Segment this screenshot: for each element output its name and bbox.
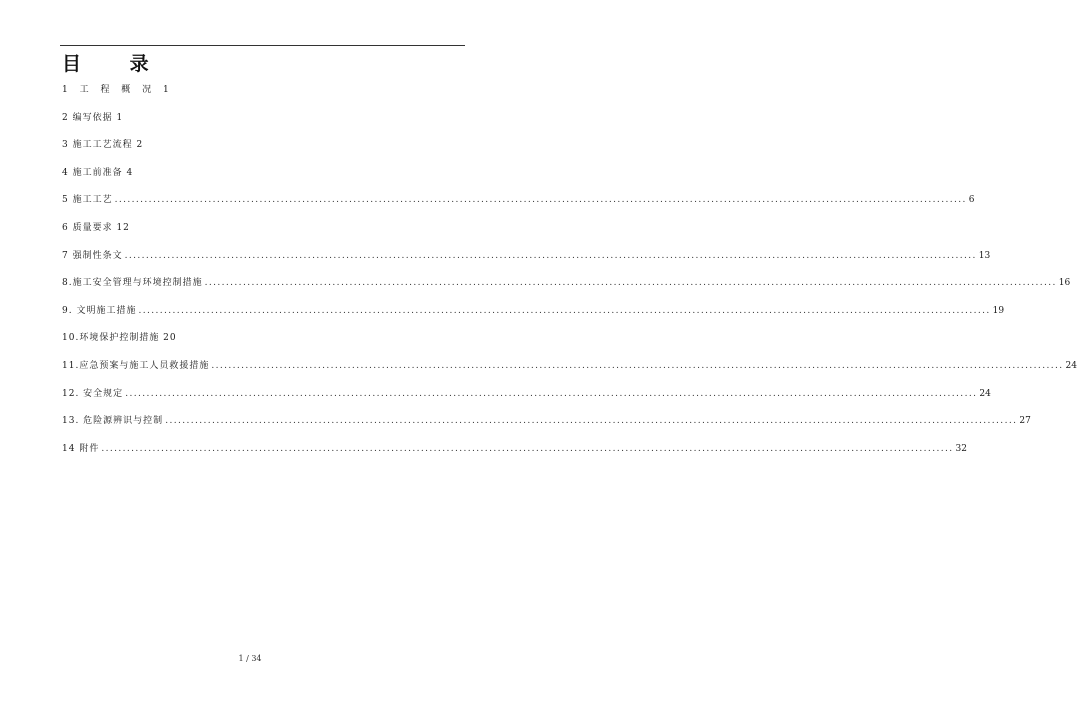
toc-page-number: 24 xyxy=(1065,360,1077,371)
toc-entry[interactable] xyxy=(62,108,465,136)
toc-entry-text: 4 施工前准备 4 xyxy=(62,167,134,178)
dot-leader: ........................................................................................................................................................................................................ xyxy=(125,388,978,399)
toc-entry[interactable] xyxy=(62,439,967,467)
toc-entry[interactable] xyxy=(62,135,465,163)
dot-leader: ........................................................................................................................................................................................................ xyxy=(211,360,1064,371)
toc-page-number: 6 xyxy=(968,195,975,206)
toc-page-number: 19 xyxy=(992,305,1005,316)
toc-entry[interactable] xyxy=(62,328,465,356)
toc-page-number: 27 xyxy=(1019,416,1031,427)
toc-page-number: 32 xyxy=(955,443,967,454)
toc-entry[interactable] xyxy=(62,163,465,191)
toc-entry[interactable] xyxy=(62,273,1071,301)
toc-entry-text: 11.应急预案与施工人员救援措施 xyxy=(62,360,210,371)
dot-leader: ........................................................................................................................................................................................................ xyxy=(114,195,967,206)
toc-title: 目 录 xyxy=(62,53,170,75)
toc-entry-text: 8.施工安全管理与环境控制措施 xyxy=(62,278,203,289)
toc-entry[interactable] xyxy=(62,356,1077,384)
toc-entry[interactable] xyxy=(62,190,975,218)
toc-entry-text: 14 附件 xyxy=(62,443,100,454)
dot-leader: ........................................................................................................................................................................................................ xyxy=(165,416,1018,427)
toc-entry-text: 5 施工工艺 xyxy=(62,195,113,206)
toc-entry-text: 6 质量要求 12 xyxy=(62,222,130,233)
toc-entry-text: 10.环境保护控制措施 20 xyxy=(62,333,177,344)
toc-page-number: 13 xyxy=(978,250,991,261)
toc-entry-text: 9. 文明施工措施 xyxy=(62,305,137,316)
header-rule xyxy=(60,45,465,46)
toc-entry[interactable] xyxy=(62,301,1005,329)
dot-leader: ........................................................................................................................................................................................................ xyxy=(124,250,977,261)
toc-list xyxy=(62,80,1077,466)
toc-entry-text: 3 施工工艺流程 2 xyxy=(62,140,144,151)
dot-leader: ........................................................................................................................................................................................................ xyxy=(101,443,954,454)
toc-entry-text: 13. 危险源辨识与控制 xyxy=(62,416,164,427)
toc-entry-text: 1 工 程 概 况 1 xyxy=(62,85,174,95)
toc-entry-text: 7 强制性条文 xyxy=(62,250,123,261)
dot-leader: ........................................................................................................................................................................................................ xyxy=(138,305,991,316)
page-footer: 1 / 34 xyxy=(238,654,262,663)
toc-entry-text: 2 编写依据 1 xyxy=(62,112,124,123)
toc-entry[interactable] xyxy=(62,80,465,108)
toc-entry[interactable] xyxy=(62,218,465,246)
toc-entry[interactable] xyxy=(62,246,991,274)
dot-leader: ........................................................................................................................................................................................................ xyxy=(204,278,1057,289)
toc-entry-text: 12. 安全规定 xyxy=(62,388,124,399)
toc-entry[interactable] xyxy=(62,384,991,412)
toc-page-number: 24 xyxy=(979,388,991,399)
toc-entry[interactable] xyxy=(62,411,1031,439)
toc-page-number: 16 xyxy=(1058,278,1071,289)
